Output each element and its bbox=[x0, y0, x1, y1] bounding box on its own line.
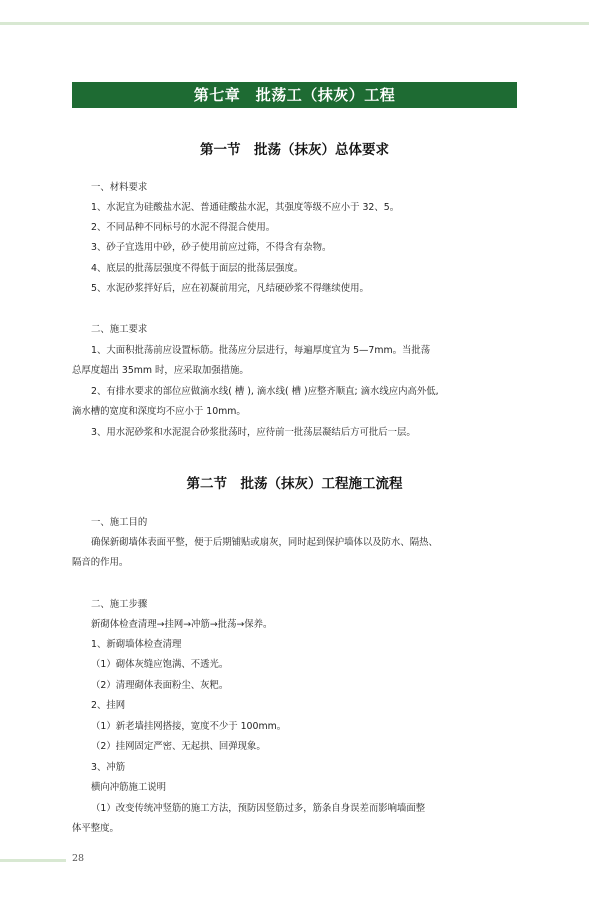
subsection-heading: 一、材料要求 bbox=[91, 182, 148, 193]
subsection-heading: 二、施工步骤 bbox=[91, 599, 148, 610]
body-line: 1、新砌墙体检查清理 bbox=[91, 639, 182, 650]
subsection-heading: 二、施工要求 bbox=[91, 324, 148, 335]
body-line: 2、有排水要求的部位应做滴水线( 槽 ), 滴水线( 槽 )应整齐顺直; 滴水线应内高外低, bbox=[91, 386, 439, 397]
body-line: （2）挂网固定严密、无起拱、回弹现象。 bbox=[91, 741, 266, 752]
body-line: （2）清理砌体表面粉尘、灰粑。 bbox=[91, 680, 229, 691]
body-line: 1、水泥宜为硅酸盐水泥、普通硅酸盐水泥，其强度等级不应小于 32、5。 bbox=[91, 202, 400, 213]
body-line: （1）改变传统冲竖筋的施工方法，预防因竖筋过多，筋条自身误差而影响墙面整 bbox=[91, 803, 426, 814]
footer-rule bbox=[0, 859, 66, 862]
body-line: 横向冲筋施工说明 bbox=[91, 782, 167, 793]
body-line: 5、水泥砂浆拌好后，应在初凝前用完，凡结硬砂浆不得继续使用。 bbox=[91, 283, 369, 294]
body-line: 4、底层的批荡层强度不得低于面层的批荡层强度。 bbox=[91, 263, 304, 274]
section-title-1: 第一节 批荡（抹灰）总体要求 bbox=[200, 142, 389, 158]
body-line: 3、用水泥砂浆和水泥混合砂浆批荡时，应待前一批荡层凝结后方可批后一层。 bbox=[91, 427, 416, 438]
body-line: 3、砂子宜选用中砂，砂子使用前应过筛，不得含有杂物。 bbox=[91, 242, 332, 253]
body-line: 总厚度超出 35mm 时，应采取加强措施。 bbox=[72, 365, 249, 376]
chapter-title-banner: 第七章 批荡工（抹灰）工程 bbox=[72, 82, 517, 108]
body-line: 隔音的作用。 bbox=[72, 557, 129, 568]
section-title-2: 第二节 批荡（抹灰）工程施工流程 bbox=[186, 476, 403, 492]
header-rule bbox=[0, 22, 589, 25]
body-line: 滴水槽的宽度和深度均不应小于 10mm。 bbox=[72, 406, 246, 417]
body-line: 2、不同品种不同标号的水泥不得混合使用。 bbox=[91, 222, 276, 233]
subsection-heading: 一、施工目的 bbox=[91, 517, 148, 528]
body-line: 1、大面积批荡前应设置标筋。批荡应分层进行，每遍厚度宜为 5—7mm。当批荡 bbox=[91, 345, 431, 356]
body-line: （1）新老墙挂网搭接，宽度不少于 100mm。 bbox=[91, 721, 287, 732]
body-line: 3、冲筋 bbox=[91, 762, 126, 773]
page-number: 28 bbox=[72, 853, 85, 864]
body-line: 确保新砌墙体表面平整，便于后期铺贴或扇灰，同时起到保护墙体以及防水、隔热、 bbox=[91, 537, 438, 548]
body-line: 体平整度。 bbox=[72, 823, 119, 834]
body-line: 新砌体检查清理→挂网→冲筋→批荡→保养。 bbox=[91, 619, 273, 630]
body-line: 2、挂网 bbox=[91, 700, 126, 711]
body-line: （1）砌体灰缝应饱满、不透光。 bbox=[91, 659, 229, 670]
